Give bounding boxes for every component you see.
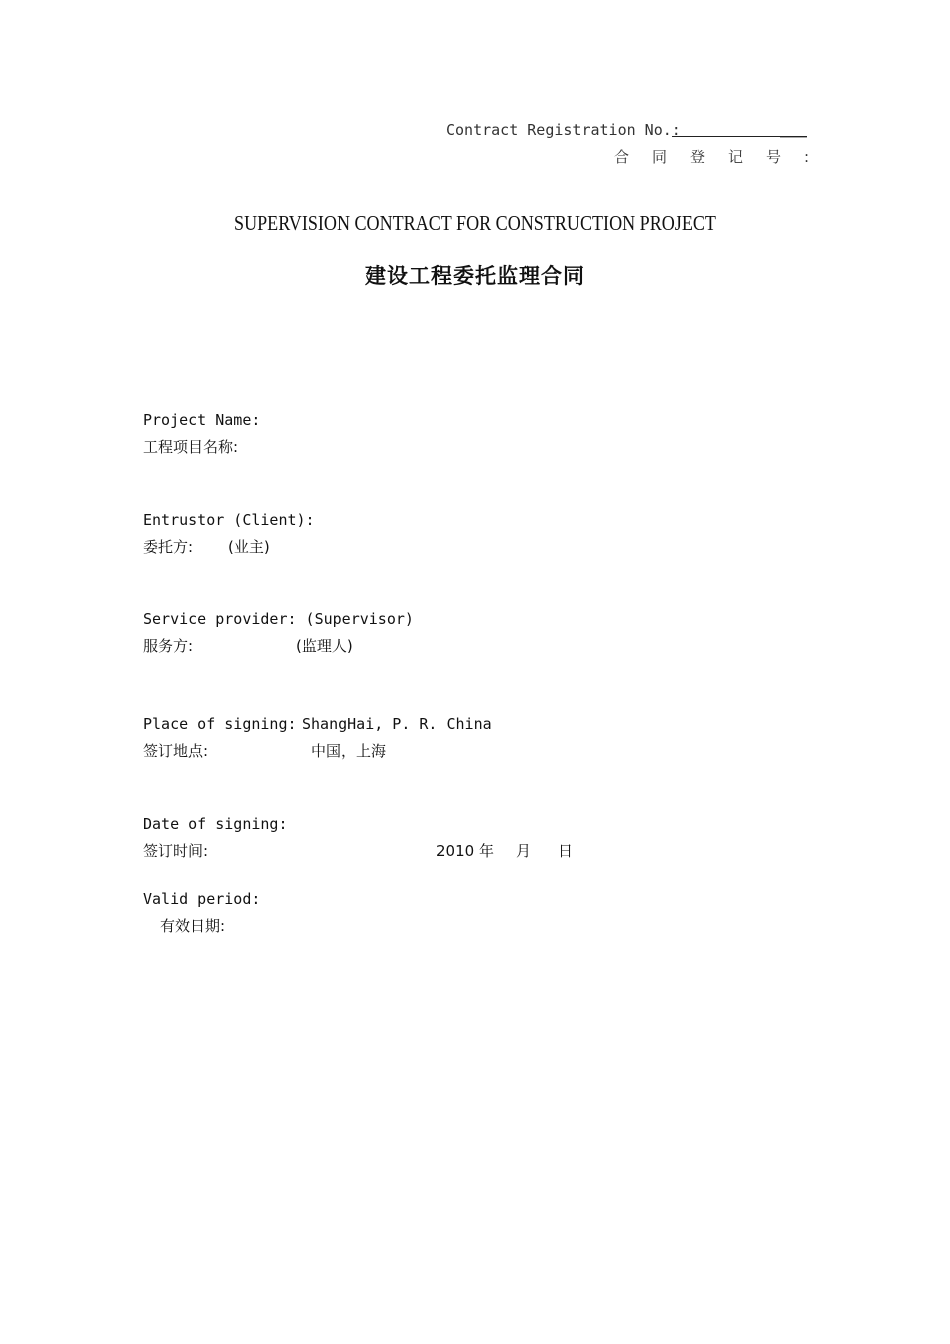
registration-label-zh: 合同登记号: — [614, 148, 833, 166]
document-title-en: SUPERVISION CONTRACT FOR CONSTRUCTION PROJECT — [234, 211, 716, 235]
project-name-label-zh: 工程项目名称: — [143, 438, 239, 456]
service-provider-note-zh: (监理人) — [296, 637, 353, 655]
project-name-label-en: Project Name: — [143, 411, 261, 429]
document-title-zh: 建设工程委托监理合同 — [365, 264, 585, 288]
date-year: 2010 年 — [436, 842, 494, 860]
place-of-signing-value-zh: 中国，上海 — [311, 742, 387, 760]
date-of-signing-label-en: Date of signing: — [143, 815, 288, 833]
registration-number-line-extension — [780, 137, 807, 138]
date-day: 日 — [558, 842, 574, 860]
date-of-signing-label-zh: 签订时间: — [143, 842, 209, 860]
valid-period-label-en: Valid period: — [143, 890, 261, 908]
place-of-signing-value-en: ShangHai, P. R. China — [302, 715, 492, 733]
valid-period-label-zh: 有效日期: — [160, 917, 226, 935]
service-provider-label-zh: 服务方: — [143, 637, 194, 655]
place-of-signing-label-en: Place of signing: — [143, 715, 297, 733]
place-of-signing-label-zh: 签订地点: — [143, 742, 209, 760]
registration-label-en: Contract Registration No.: — [446, 121, 681, 139]
entrustor-label-en: Entrustor (Client): — [143, 511, 315, 529]
date-month: 月 — [516, 842, 532, 860]
service-provider-label-en: Service provider: (Supervisor) — [143, 610, 414, 628]
entrustor-label-zh: 委托方: — [143, 538, 194, 556]
entrustor-note-zh: (业主) — [228, 538, 270, 556]
